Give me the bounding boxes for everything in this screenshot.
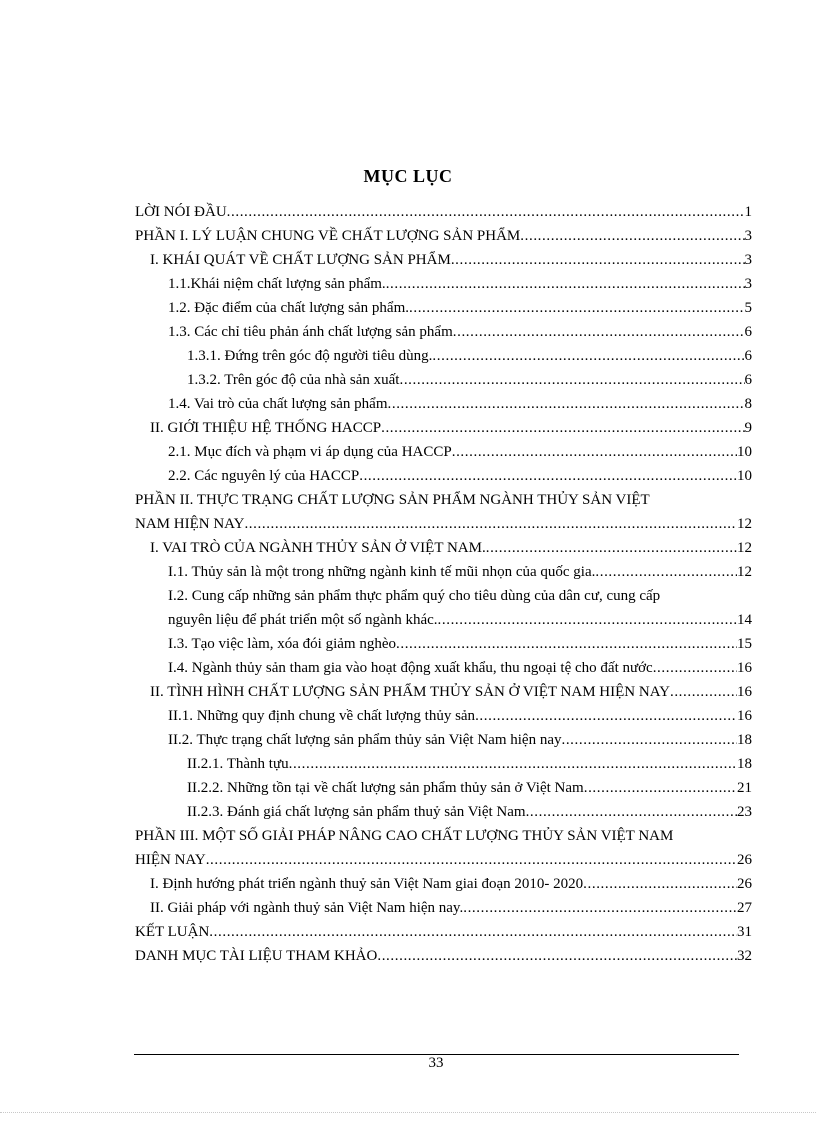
toc-entry-page: 10 <box>737 468 752 484</box>
toc-entry-page: 1 <box>744 204 752 220</box>
toc-entry-text: 2.2. Các nguyên lý của HACCP <box>168 468 360 484</box>
toc-entry[interactable] <box>150 250 752 270</box>
leader-dots <box>653 658 737 678</box>
toc-entry[interactable] <box>135 514 752 534</box>
leader-dots <box>381 418 744 438</box>
toc-entry-text: II.1. Những quy định chung về chất lượng thủy sản <box>168 708 476 724</box>
toc-entry-text: II.2.3. Đánh giá chất lượng sản phẩm thuỷ sản Việt Nam <box>187 804 526 820</box>
toc-entry-page: 16 <box>737 708 752 724</box>
toc-entry-text: KẾT LUẬN <box>135 924 210 940</box>
toc-entry-text: II.2.1. Thành tựu <box>187 756 289 772</box>
leader-dots <box>206 850 737 870</box>
toc-entry-text: II. Giải pháp với ngành thuỷ sản Việt Nam hiện nay. <box>150 900 464 916</box>
leader-dots <box>452 442 737 462</box>
toc-entry-page: 12 <box>737 564 752 580</box>
toc-entry-text: 1.2. Đặc điểm của chất lượng sản phẩm. <box>168 300 409 316</box>
toc-entry[interactable] <box>187 802 752 822</box>
toc-entry-text[interactable]: I.2. Cung cấp những sản phẩm thực phẩm quý cho tiêu dùng của dân cư, cung cấp <box>168 588 661 604</box>
toc-entry-text: 1.3.2. Trên góc độ của nhà sản xuất <box>187 372 400 388</box>
toc-entry-page: 18 <box>737 732 752 748</box>
toc-entry-page: 12 <box>737 516 752 532</box>
leader-dots <box>359 466 737 486</box>
toc-entry-text: 1.3.1. Đứng trên góc độ người tiêu dùng. <box>187 348 433 364</box>
toc-entry-page: 10 <box>737 444 752 460</box>
toc-entry[interactable] <box>168 706 752 726</box>
toc-entry-page: 8 <box>744 396 752 412</box>
leader-dots <box>244 514 737 534</box>
toc-entry[interactable] <box>150 874 752 894</box>
toc-entry-page: 14 <box>737 612 752 628</box>
toc-entry[interactable] <box>168 610 752 630</box>
toc-entry[interactable] <box>135 946 752 966</box>
toc-entry-page: 16 <box>737 684 752 700</box>
toc-entry-text: I. Định hướng phát triển ngành thuỷ sản Việt Nam giai đoạn 2010- 2020 <box>150 876 584 892</box>
toc-entry-page: 27 <box>737 900 752 916</box>
toc-entry-page: 6 <box>744 372 752 388</box>
leader-dots <box>670 682 737 702</box>
leader-dots <box>209 922 737 942</box>
leader-dots <box>520 226 744 246</box>
toc-entry-text: DANH MỤC TÀI LIỆU THAM KHẢO <box>135 948 378 964</box>
leader-dots <box>526 802 737 822</box>
toc-entry-page: 32 <box>737 948 752 964</box>
toc-entry-page: 6 <box>744 324 752 340</box>
toc-entry-text: PHẦN I. LÝ LUẬN CHUNG VỀ CHẤT LƯỢNG SẢN PHẨM <box>135 228 521 244</box>
leader-dots <box>377 946 737 966</box>
toc-entry[interactable] <box>168 298 752 318</box>
toc-entry-page: 26 <box>737 876 752 892</box>
toc-entry[interactable] <box>187 754 752 774</box>
toc-entry-text: LỜI NÓI ĐẦU <box>135 204 227 220</box>
toc-entry[interactable] <box>168 394 752 414</box>
toc-entry-text: I.1. Thủy sản là một trong những ngành kinh tế mũi nhọn của quốc gia. <box>168 564 596 580</box>
leader-dots <box>463 898 737 918</box>
leader-dots <box>561 730 737 750</box>
toc-entry-page: 3 <box>744 228 752 244</box>
toc-entry[interactable] <box>168 274 752 294</box>
toc-entry[interactable] <box>168 730 752 750</box>
toc-entry[interactable] <box>135 202 752 222</box>
toc-entry-page: 21 <box>737 780 752 796</box>
toc-entry-text: I. KHÁI QUÁT VỀ CHẤT LƯỢNG SẢN PHẨM <box>150 252 451 268</box>
toc-entry[interactable] <box>168 466 752 486</box>
leader-dots <box>409 298 745 318</box>
leader-dots <box>399 370 744 390</box>
leader-dots <box>432 346 744 366</box>
toc-entry[interactable] <box>187 370 752 390</box>
toc-entry-page: 6 <box>744 348 752 364</box>
toc-entry[interactable] <box>168 442 752 462</box>
toc-entry-page: 16 <box>737 660 752 676</box>
leader-dots <box>486 538 737 558</box>
leader-dots <box>396 634 737 654</box>
toc-entry[interactable] <box>150 682 752 702</box>
toc-entry[interactable] <box>168 658 752 678</box>
toc-entry-page: 31 <box>737 924 752 940</box>
leader-dots <box>388 394 745 414</box>
toc-entry-text: 1.1.Khái niệm chất lượng sản phẩm. <box>168 276 386 292</box>
toc-entry-page: 12 <box>737 540 752 556</box>
toc-entry-page: 23 <box>737 804 752 820</box>
toc-entry-text: II. TÌNH HÌNH CHẤT LƯỢNG SẢN PHẨM THỦY SẢN Ở VIỆT NAM HIỆN NAY <box>150 684 670 700</box>
toc-entry-page: 9 <box>744 420 752 436</box>
toc-entry[interactable] <box>135 850 752 870</box>
leader-dots <box>584 778 737 798</box>
toc-entry[interactable] <box>135 922 752 942</box>
leader-dots <box>227 202 745 222</box>
leader-dots <box>386 274 745 294</box>
leader-dots <box>451 250 745 270</box>
leader-dots <box>438 610 737 630</box>
leader-dots <box>583 874 737 894</box>
toc-entry[interactable] <box>187 346 752 366</box>
toc-entry-text: II.2. Thực trạng chất lượng sản phẩm thủy sản Việt Nam hiện nay <box>168 732 562 748</box>
toc-entry-page: 26 <box>737 852 752 868</box>
toc-entry-text: HIỆN NAY <box>135 852 206 868</box>
toc-entry-page: 3 <box>744 276 752 292</box>
toc-entry[interactable] <box>135 226 752 246</box>
toc-entry[interactable] <box>168 322 752 342</box>
leader-dots <box>475 706 737 726</box>
toc-entry[interactable] <box>168 562 752 582</box>
toc-entry[interactable] <box>168 634 752 654</box>
leader-dots <box>289 754 737 774</box>
toc-entry-page: 3 <box>744 252 752 268</box>
toc-entry[interactable] <box>187 778 752 798</box>
page-number: 33 <box>428 1055 444 1071</box>
toc-entry-text: I.4. Ngành thủy sản tham gia vào hoạt động xuất khẩu, thu ngoại tệ cho đất nước <box>168 660 653 676</box>
toc-entry-text[interactable]: PHẦN II. THỰC TRẠNG CHẤT LƯỢNG SẢN PHẨM NGÀNH THỦY SẢN VIỆT <box>135 492 650 508</box>
toc-entry-page: 18 <box>737 756 752 772</box>
toc-entry-text: II. GIỚI THIỆU HỆ THỐNG HACCP <box>150 420 382 436</box>
toc-entry-text: II.2.2. Những tồn tại về chất lượng sản phẩm thủy sản ở Việt Nam <box>187 780 584 796</box>
toc-entry-text: I.3. Tạo việc làm, xóa đói giảm nghèo <box>168 636 396 652</box>
leader-dots <box>453 322 745 342</box>
page-title: MỤC LỤC <box>363 166 453 186</box>
toc-entry-text: 1.4. Vai trò của chất lượng sản phẩm <box>168 396 388 412</box>
toc-entry-page: 5 <box>744 300 752 316</box>
toc-entry[interactable] <box>150 898 752 918</box>
toc-entry-text: 1.3. Các chỉ tiêu phản ánh chất lượng sản phẩm <box>168 324 453 340</box>
toc-entry[interactable] <box>150 538 752 558</box>
page-bottom-border <box>0 1112 816 1113</box>
toc-entry-page: 15 <box>737 636 752 652</box>
toc-entry-text[interactable]: PHẦN III. MỘT SỐ GIẢI PHÁP NÂNG CAO CHẤT LƯỢNG THỦY SẢN VIỆT NAM <box>135 828 674 844</box>
leader-dots <box>595 562 737 582</box>
toc-entry[interactable] <box>150 418 752 438</box>
toc-entry-text: NAM HIỆN NAY <box>135 516 245 532</box>
toc-entry-text: I. VAI TRÒ CỦA NGÀNH THỦY SẢN Ở VIỆT NAM. <box>150 540 486 556</box>
toc-entry-text: nguyên liệu để phát triển một số ngành khác. <box>168 612 438 628</box>
toc-entry-text: 2.1. Mục đích và phạm vi áp dụng của HACCP <box>168 444 452 460</box>
